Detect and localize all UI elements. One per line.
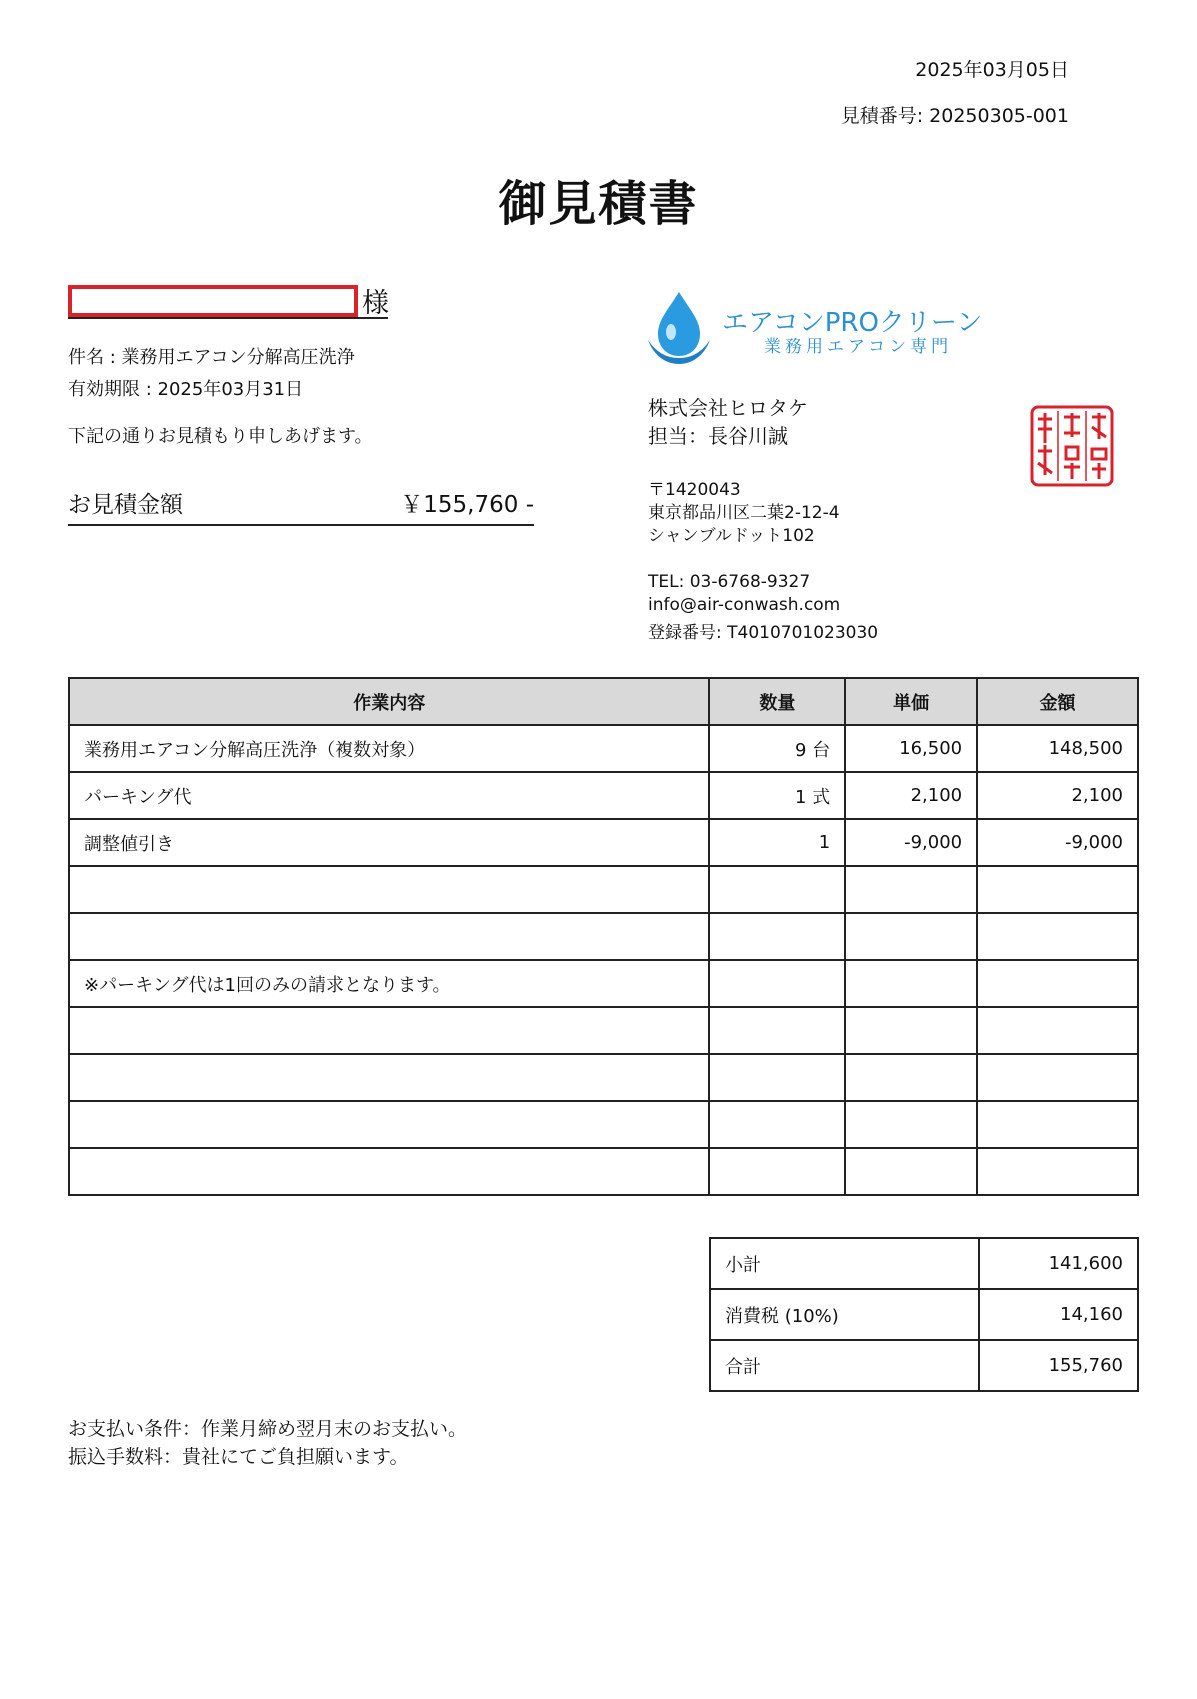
cell-amount: -9,000 bbox=[977, 819, 1138, 866]
cell-quantity bbox=[709, 960, 845, 1007]
cell-amount: 148,500 bbox=[977, 725, 1138, 772]
cell-quantity: 1 式 bbox=[709, 772, 845, 819]
cell-amount: 2,100 bbox=[977, 772, 1138, 819]
header-quantity: 数量 bbox=[709, 678, 845, 725]
tax-row bbox=[710, 1289, 1138, 1340]
subject: 件名 : 業務用エアコン分解高圧洗浄 bbox=[68, 347, 355, 368]
cell-amount bbox=[977, 1007, 1138, 1054]
document-title: 御見積書 bbox=[498, 176, 699, 232]
redaction-box bbox=[68, 285, 358, 317]
subtotal-row bbox=[710, 1238, 1138, 1289]
table-row bbox=[69, 866, 1138, 913]
cell-description bbox=[69, 1007, 709, 1054]
total-value: ￥155,760 - bbox=[400, 492, 534, 518]
cell-quantity: 9 台 bbox=[709, 725, 845, 772]
table-row bbox=[69, 772, 1138, 819]
company-logo bbox=[646, 290, 1006, 370]
cell-unit-price: 2,100 bbox=[845, 772, 977, 819]
cell-description bbox=[69, 1054, 709, 1101]
quote-number: 見積番号: 20250305-001 bbox=[840, 105, 1069, 127]
cell-unit-price bbox=[845, 1054, 977, 1101]
table-row bbox=[69, 960, 1138, 1007]
cell-unit-price bbox=[845, 1007, 977, 1054]
grand-total-row bbox=[710, 1340, 1138, 1391]
cell-quantity bbox=[709, 1054, 845, 1101]
cell-description bbox=[69, 1101, 709, 1148]
addressee-line bbox=[68, 283, 388, 319]
grand-total-value: 155,760 bbox=[979, 1340, 1138, 1391]
cell-amount bbox=[977, 1101, 1138, 1148]
cell-quantity: 1 bbox=[709, 819, 845, 866]
cell-amount bbox=[977, 1054, 1138, 1101]
cell-amount bbox=[977, 913, 1138, 960]
contact-person: 担当：長谷川誠 bbox=[648, 424, 788, 448]
cell-unit-price bbox=[845, 913, 977, 960]
table-row bbox=[69, 725, 1138, 772]
transfer-fee-note: 振込手数料：貴社にてご負担願います。 bbox=[68, 1446, 409, 1468]
cell-description bbox=[69, 866, 709, 913]
greeting: 下記の通りお見積もり申しあげます。 bbox=[68, 426, 373, 447]
cell-unit-price: -9,000 bbox=[845, 819, 977, 866]
cell-quantity bbox=[709, 1101, 845, 1148]
cell-amount bbox=[977, 1148, 1138, 1195]
logo-name: エアコンPROクリーン bbox=[722, 308, 983, 338]
table-row bbox=[69, 913, 1138, 960]
valid-until: 有効期限 : 2025年03月31日 bbox=[68, 379, 304, 400]
table-row bbox=[69, 1054, 1138, 1101]
address-line-2: シャンブルドット102 bbox=[648, 526, 815, 546]
cell-amount bbox=[977, 866, 1138, 913]
header-description: 作業内容 bbox=[69, 678, 709, 725]
tax-value: 14,160 bbox=[979, 1289, 1138, 1340]
summary-table bbox=[709, 1237, 1139, 1392]
cell-unit-price bbox=[845, 1148, 977, 1195]
header-amount: 金額 bbox=[977, 678, 1138, 725]
table-row bbox=[69, 1101, 1138, 1148]
postal-code: 〒1420043 bbox=[648, 480, 741, 500]
cell-amount bbox=[977, 960, 1138, 1007]
cell-description: ※パーキング代は1回のみの請求となります。 bbox=[69, 960, 709, 1007]
table-row bbox=[69, 1148, 1138, 1195]
table-header-row bbox=[69, 678, 1138, 725]
grand-total-label: 合計 bbox=[710, 1340, 979, 1391]
cell-quantity bbox=[709, 866, 845, 913]
issue-date: 2025年03月05日 bbox=[915, 59, 1069, 81]
tax-label: 消費税 (10%) bbox=[710, 1289, 979, 1340]
cell-unit-price bbox=[845, 1101, 977, 1148]
cell-description bbox=[69, 1148, 709, 1195]
address-line-1: 東京都品川区二葉2-12-4 bbox=[648, 503, 840, 523]
subtotal-label: 小計 bbox=[710, 1238, 979, 1289]
cell-unit-price bbox=[845, 866, 977, 913]
total-amount-box bbox=[68, 486, 534, 526]
items-table bbox=[68, 677, 1139, 1196]
cell-description: パーキング代 bbox=[69, 772, 709, 819]
cell-quantity bbox=[709, 1148, 845, 1195]
company-seal-stamp bbox=[1030, 405, 1114, 487]
payment-terms: お支払い条件：作業月締め翌月末のお支払い。 bbox=[68, 1418, 468, 1440]
telephone: TEL: 03-6768-9327 bbox=[648, 572, 811, 592]
logo-subtitle: 業務用エアコン専門 bbox=[764, 337, 953, 357]
cell-description: 調整値引き bbox=[69, 819, 709, 866]
email: info@air-conwash.com bbox=[648, 595, 841, 615]
cell-quantity bbox=[709, 1007, 845, 1054]
company-name: 株式会社ヒロタケ bbox=[648, 396, 808, 420]
cell-description bbox=[69, 913, 709, 960]
water-drop-icon bbox=[646, 290, 712, 366]
cell-quantity bbox=[709, 913, 845, 960]
table-row bbox=[69, 819, 1138, 866]
total-label: お見積金額 bbox=[68, 492, 183, 518]
cell-unit-price: 16,500 bbox=[845, 725, 977, 772]
cell-unit-price bbox=[845, 960, 977, 1007]
registration-number: 登録番号: T4010701023030 bbox=[648, 623, 879, 643]
cell-description: 業務用エアコン分解高圧洗浄（複数対象） bbox=[69, 725, 709, 772]
table-row bbox=[69, 1007, 1138, 1054]
honorific: 様 bbox=[362, 288, 389, 319]
subtotal-value: 141,600 bbox=[979, 1238, 1138, 1289]
header-unit-price: 単価 bbox=[845, 678, 977, 725]
